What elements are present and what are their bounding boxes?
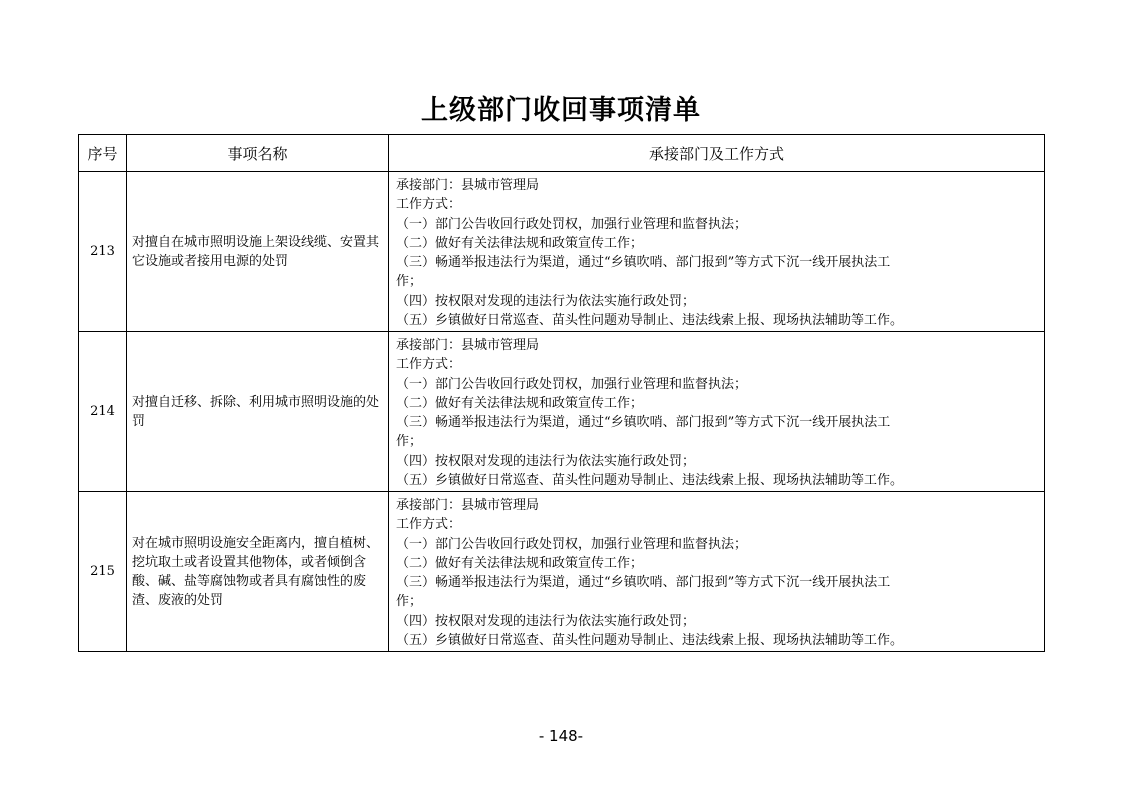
- table-row: [79, 492, 1045, 652]
- header-name: 事项名称: [127, 135, 389, 172]
- row-dept: 承接部门：县城市管理局: [396, 338, 540, 353]
- page-number: - 148-: [538, 727, 584, 745]
- row-method-label: 工作方式：: [396, 197, 462, 213]
- row-index: 215: [79, 492, 127, 652]
- row-dept: 承接部门：县城市管理局: [396, 498, 540, 513]
- header-index: 序号: [79, 135, 127, 172]
- row-method-item: 作；: [396, 434, 423, 450]
- row-method-item: （三）畅通举报违法行为渠道，通过“乡镇吹哨、部门报到”等方式下沉一线开展执法工: [396, 255, 891, 271]
- row-method-item: （一）部门公告收回行政处罚权，加强行业管理和监督执法；: [396, 216, 748, 232]
- row-method-label: 工作方式：: [396, 517, 462, 533]
- page-title: 上级部门收回事项清单: [421, 95, 701, 126]
- row-method: [389, 492, 1045, 652]
- row-method-item: （四）按权限对发现的违法行为依法实施行政处罚；: [396, 613, 696, 629]
- row-method-item: （二）做好有关法律法规和政策宣传工作；: [396, 555, 644, 571]
- table-row: [79, 172, 1045, 332]
- row-method-item: （一）部门公告收回行政处罚权，加强行业管理和监督执法；: [396, 536, 748, 552]
- row-method-item: （四）按权限对发现的违法行为依法实施行政处罚；: [396, 453, 696, 469]
- row-method-item: （二）做好有关法律法规和政策宣传工作；: [396, 395, 644, 411]
- row-method-item: 作；: [396, 274, 423, 290]
- row-method: [389, 332, 1045, 492]
- table-row: [79, 332, 1045, 492]
- header-method: 承接部门及工作方式: [389, 135, 1045, 172]
- row-method-item: （一）部门公告收回行政处罚权，加强行业管理和监督执法；: [396, 376, 748, 392]
- table-header-row: [79, 135, 1045, 172]
- row-method-item: （五）乡镇做好日常巡查、苗头性问题劝导制止、违法线索上报、现场执法辅助等工作。: [396, 473, 904, 489]
- row-dept: 承接部门：县城市管理局: [396, 178, 540, 193]
- row-method-item: （四）按权限对发现的违法行为依法实施行政处罚；: [396, 293, 696, 309]
- row-method-item: （二）做好有关法律法规和政策宣传工作；: [396, 235, 644, 251]
- row-index: 214: [79, 332, 127, 492]
- row-method: [389, 172, 1045, 332]
- row-method-item: （五）乡镇做好日常巡查、苗头性问题劝导制止、违法线索上报、现场执法辅助等工作。: [396, 313, 904, 329]
- row-method-item: （三）畅通举报违法行为渠道，通过“乡镇吹哨、部门报到”等方式下沉一线开展执法工: [396, 575, 891, 591]
- row-matter-name: 对擅自迁移、拆除、利用城市照明设施的处罚: [127, 332, 389, 492]
- row-method-item: 作；: [396, 594, 423, 610]
- row-method-label: 工作方式：: [396, 357, 462, 373]
- row-method-item: （三）畅通举报违法行为渠道，通过“乡镇吹哨、部门报到”等方式下沉一线开展执法工: [396, 415, 891, 431]
- matters-table: [78, 134, 1045, 652]
- row-method-item: （五）乡镇做好日常巡查、苗头性问题劝导制止、违法线索上报、现场执法辅助等工作。: [396, 633, 904, 649]
- row-matter-name: 对擅自在城市照明设施上架设线缆、安置其它设施或者接用电源的处罚: [127, 172, 389, 332]
- row-index: 213: [79, 172, 127, 332]
- row-matter-name: 对在城市照明设施安全距离内，擅自植树、挖坑取土或者设置其他物体，或者倾倒含酸、碱、盐等腐蚀物或者具有腐蚀性的废渣、废液的处罚: [127, 492, 389, 652]
